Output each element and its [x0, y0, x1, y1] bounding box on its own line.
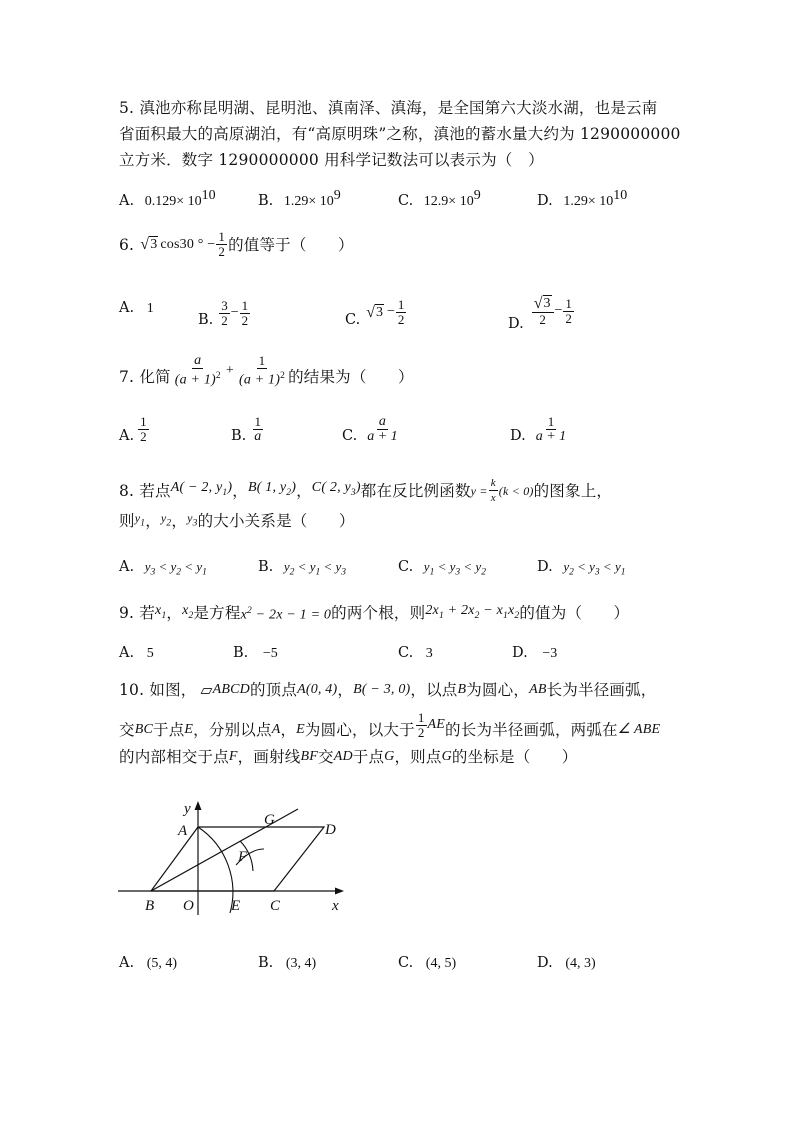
- times-ten: × 10: [448, 193, 474, 209]
- point-b: B( 1, $y_2$): [247, 480, 297, 498]
- label-d: D: [325, 822, 336, 838]
- x-axis-arrow-icon: [335, 888, 344, 895]
- option-mantissa: 0.129: [144, 193, 177, 209]
- point-g: G: [441, 749, 452, 764]
- minus-sign: −: [230, 305, 239, 320]
- option-value: (4, 5): [425, 956, 457, 971]
- q7-option-a[interactable]: [119, 412, 150, 446]
- fraction: √ 3 2: [532, 295, 554, 327]
- point-e: E: [296, 722, 305, 737]
- minus-sign: −: [386, 304, 395, 319]
- question-number: 9. 若: [119, 604, 156, 623]
- separator: ，: [171, 511, 188, 530]
- option-value: −5: [262, 646, 278, 661]
- label-g: G: [264, 812, 275, 828]
- option-label: C.: [342, 428, 358, 444]
- y1: $y_1$: [134, 511, 146, 529]
- q5-option-c[interactable]: [398, 186, 481, 212]
- q8-end-text: 的图象上，: [533, 481, 613, 500]
- q5-line-2: 省面积最大的高原湖泊，有“高原明珠”之称，滇池的蓄水量大约为 1290000000: [119, 125, 681, 143]
- option-value: −3: [542, 646, 558, 661]
- option-exponent: 10: [613, 188, 628, 203]
- q7-option-d[interactable]: [510, 412, 569, 446]
- times-ten: × 10: [308, 193, 334, 209]
- question-number: 8. 若点: [119, 481, 171, 500]
- sqrt-three: √ 3: [140, 236, 158, 253]
- option-label: D.: [508, 316, 524, 332]
- q10-line-3: [119, 747, 578, 767]
- option-value: 1: [146, 301, 154, 316]
- separator: ，: [337, 681, 354, 699]
- segment-ab: AB: [529, 682, 547, 697]
- label-y: y: [184, 801, 191, 817]
- q5-option-a[interactable]: [119, 186, 216, 212]
- option-label: D.: [510, 428, 526, 444]
- fraction-one-over-square: $\frac{1}{(a + 1)^2}$: [238, 353, 286, 388]
- option-label: C.: [398, 955, 414, 971]
- q6-tail: 的值等于（ ）: [228, 235, 354, 254]
- q10-line-1: [119, 680, 657, 700]
- point-a: A( − 2, $y_1$): [170, 480, 233, 498]
- text: 的坐标是（ ）: [451, 748, 578, 766]
- text: 于点: [153, 721, 185, 739]
- question-number: 6.: [119, 235, 135, 254]
- option-label: A.: [119, 559, 135, 575]
- option-label: B.: [258, 192, 274, 209]
- k-condition: (k < 0): [498, 483, 534, 498]
- fraction: $\frac{1}{a}$: [254, 413, 262, 444]
- option-label: C.: [398, 645, 414, 661]
- q10-option-d[interactable]: [537, 953, 596, 974]
- q8-option-b[interactable]: [258, 557, 346, 583]
- segment-ad: AD: [333, 749, 353, 764]
- y2: $y_2$: [160, 511, 172, 529]
- q7-option-c[interactable]: [342, 412, 401, 446]
- option-label: C.: [345, 312, 361, 328]
- option-value: (4, 3): [565, 956, 596, 971]
- q7-stem: [119, 354, 414, 387]
- ray-bf-line: [151, 809, 298, 891]
- option-value: 5: [146, 646, 154, 661]
- x1: $x_1$: [155, 603, 167, 621]
- option-label: A.: [119, 955, 135, 971]
- fraction: $\frac{1}{a + 1}$: [535, 413, 567, 444]
- inequality: $y_2 < y_3 < y_1$: [563, 559, 626, 578]
- option-value: 3: [425, 646, 433, 661]
- q9-option-a[interactable]: [119, 643, 154, 664]
- point-a-coord: A(0, 4): [297, 682, 338, 697]
- label-a: A: [178, 823, 188, 839]
- angle-abe: ∠ ABE: [617, 722, 661, 737]
- point-c: C( 2, $y_3$): [311, 480, 361, 498]
- text: 的长为半径画弧，两弧在: [445, 721, 618, 739]
- separator: ，: [166, 604, 183, 623]
- question-number: 10. 如图，: [119, 681, 197, 699]
- option-exponent: 10: [201, 188, 216, 203]
- q8-line-2: [119, 508, 355, 533]
- option-mantissa: 1.29: [563, 193, 588, 209]
- q8-line-1: [119, 476, 612, 505]
- q8-option-d[interactable]: [537, 557, 625, 583]
- segment-bc: BC: [134, 722, 153, 737]
- q8-then: 则: [119, 511, 135, 530]
- q10-option-b[interactable]: [258, 953, 316, 974]
- separator: ，: [232, 481, 248, 500]
- q10-option-a[interactable]: [119, 953, 177, 974]
- q6-option-c[interactable]: [345, 294, 407, 330]
- option-label: D.: [537, 559, 553, 575]
- text: 的内部相交于点: [119, 748, 229, 766]
- ray-bf: BF: [300, 749, 318, 764]
- q9-end-text: 的值为（ ）: [519, 604, 630, 623]
- q9-stem: [119, 601, 629, 626]
- label-x: x: [332, 898, 339, 914]
- q8-line-2-tail: 的大小关系是（ ）: [197, 511, 355, 530]
- q5-option-d[interactable]: [537, 186, 627, 212]
- separator: ，: [296, 481, 312, 500]
- text: 交: [318, 748, 334, 766]
- q5-line-1: 5. 滇池亦称昆明湖、昆明池、滇南泽、滇海，是全国第六大淡水湖，也是云南: [119, 99, 658, 117]
- inequality: $y_1 < y_3 < y_2$: [423, 559, 486, 578]
- q8-option-c[interactable]: [398, 557, 486, 583]
- text: 交: [119, 721, 135, 739]
- option-label: B.: [231, 428, 247, 444]
- point-f: F: [228, 749, 238, 764]
- option-exponent: 9: [473, 188, 481, 203]
- option-mantissa: 1.29: [283, 193, 309, 209]
- point-b: B: [457, 682, 467, 697]
- text: ，画射线: [237, 748, 301, 766]
- text: ，: [280, 721, 297, 739]
- q9-mid-text: 的两个根，则: [331, 604, 426, 623]
- q9-option-d[interactable]: [512, 643, 557, 664]
- segment-ae: AE: [427, 717, 446, 732]
- option-value: (5, 4): [146, 956, 178, 971]
- one-half: $\frac{1}{2}$: [417, 709, 425, 740]
- label-c: C: [270, 898, 281, 914]
- x2: $x_2$: [182, 603, 194, 621]
- y3: $y_3$: [187, 511, 198, 529]
- geometry-figure: [114, 793, 354, 918]
- quadratic-equation: $x^2 - 2x - 1 = 0$: [240, 606, 332, 623]
- times-ten: × 10: [176, 193, 202, 209]
- q10-option-c[interactable]: [398, 953, 456, 974]
- option-label: B.: [233, 645, 249, 661]
- text: ，以点: [410, 681, 458, 699]
- inequality: $y_2 < y_1 < y_3$: [283, 559, 347, 578]
- q10-line-2: [119, 710, 660, 740]
- inequality: $y_3 < y_2 < y_1$: [144, 559, 207, 578]
- fraction-a-over-square: $\frac{a}{(a + 1)^2}$: [174, 353, 221, 388]
- label-f: F: [238, 849, 248, 865]
- point-b-coord: B( − 3, 0): [353, 682, 411, 697]
- q8-mid-text: 都在反比例函数: [360, 481, 471, 500]
- option-label: D.: [512, 645, 528, 661]
- fraction: $\frac{1}{2}$: [140, 413, 147, 444]
- k-over-x: $\frac{k}{x}$: [490, 477, 496, 504]
- fraction: $\frac{1}{2}$: [241, 297, 249, 328]
- point-e: E: [184, 722, 194, 737]
- label-b: B: [145, 898, 155, 914]
- parallelogram-symbol: ▱: [200, 681, 213, 699]
- question-number: 7. 化简: [119, 367, 171, 386]
- arc-center-b: [198, 827, 233, 913]
- option-value: (3, 4): [285, 956, 317, 971]
- times-ten: × 10: [587, 193, 614, 209]
- option-label: A.: [119, 645, 135, 661]
- text: 为圆心，: [466, 681, 530, 699]
- option-label: A.: [119, 192, 135, 209]
- text: ，分别以点: [193, 721, 272, 739]
- option-label: D.: [537, 192, 553, 209]
- option-label: A.: [119, 428, 135, 444]
- abcd: ABCD: [212, 682, 250, 697]
- q6-option-a[interactable]: [119, 298, 154, 319]
- q9-is-root: 是方程: [193, 604, 241, 623]
- option-label: B.: [258, 559, 274, 575]
- q5-line-3: 立方米．数字 1290000000 用科学记数法可以表示为（ ）: [119, 151, 544, 169]
- option-label: B.: [198, 312, 214, 328]
- q6-option-d[interactable]: [508, 288, 575, 334]
- point-g: G: [384, 749, 395, 764]
- point-a: A: [271, 722, 281, 737]
- option-label: A.: [119, 300, 135, 316]
- label-o: O: [183, 898, 194, 914]
- q6-stem: [119, 230, 354, 259]
- option-label: C.: [398, 559, 414, 575]
- separator: ，: [145, 511, 161, 530]
- sqrt-three: √ 3: [366, 303, 383, 321]
- option-label: C.: [398, 192, 414, 209]
- option-exponent: 9: [333, 188, 341, 203]
- q6-option-b[interactable]: [198, 296, 251, 330]
- q9-option-c[interactable]: [398, 643, 433, 664]
- fraction: $\frac{1}{2}$: [565, 295, 572, 326]
- plus-sign: +: [225, 362, 234, 378]
- function-y: y =: [470, 483, 488, 498]
- q5-option-b[interactable]: [258, 186, 341, 212]
- text: 于点: [352, 748, 385, 766]
- minus-sign: −: [554, 303, 563, 318]
- text: ，则点: [394, 748, 442, 766]
- option-label: D.: [537, 955, 553, 971]
- q9-option-b[interactable]: [233, 643, 278, 664]
- fraction: $\frac{1}{2}$: [397, 296, 405, 327]
- label-e: E: [231, 898, 241, 914]
- vertex-text: 的顶点: [249, 681, 298, 699]
- text: 为圆心，以大于: [304, 721, 415, 739]
- option-mantissa: 12.9: [423, 193, 449, 209]
- option-label: B.: [258, 955, 274, 971]
- cos-term: cos30 ° −: [160, 236, 216, 252]
- y-axis-arrow-icon: [195, 801, 202, 810]
- q7-tail: 的结果为（ ）: [288, 367, 414, 386]
- root-expression: $2x_1 + 2x_2 - x_1x_2$: [425, 603, 520, 621]
- text: 长为半径画弧，: [546, 681, 657, 699]
- q8-option-a[interactable]: [119, 557, 207, 583]
- fraction: $\frac{a}{a + 1}$: [367, 413, 398, 444]
- fraction: $\frac{3}{2}$: [221, 297, 228, 328]
- one-half: $\frac{1}{2}$: [218, 229, 226, 259]
- q7-option-b[interactable]: [231, 412, 264, 446]
